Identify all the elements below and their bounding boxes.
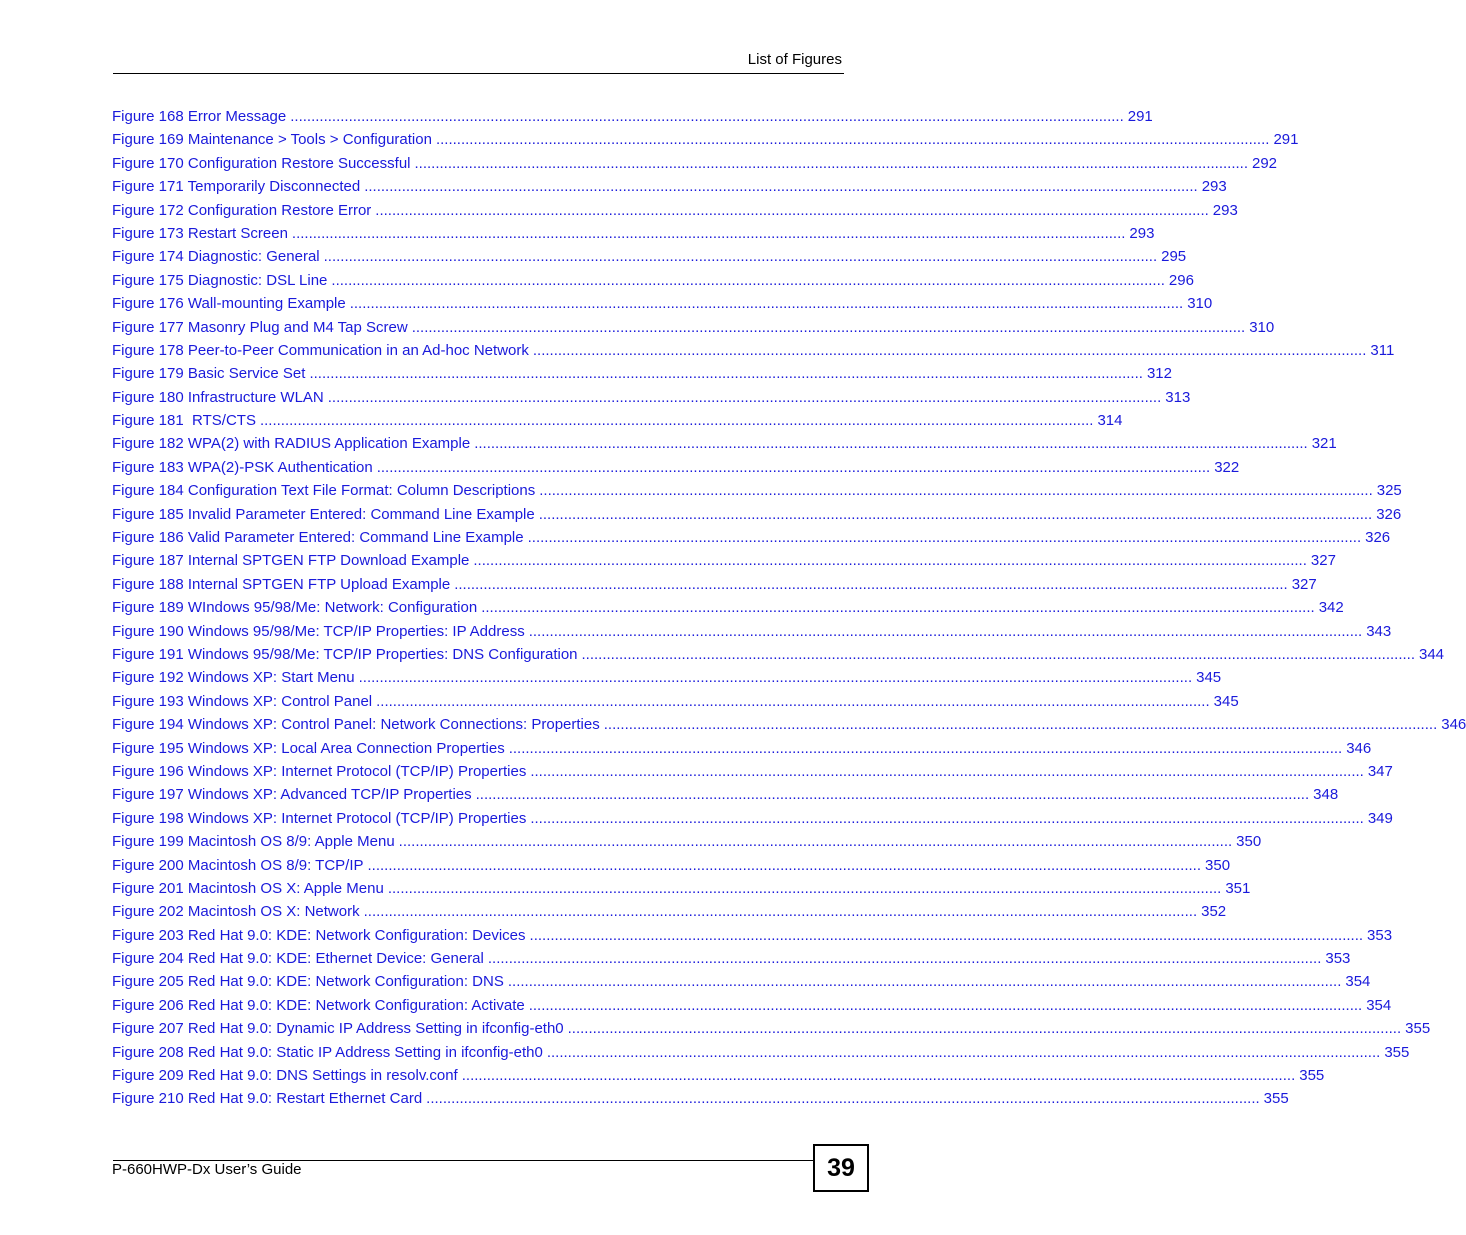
toc-dot-leader: ........................................................................................................................................................................................................ bbox=[364, 178, 1198, 196]
toc-entry-page-number: 296 bbox=[1168, 271, 1194, 289]
toc-entry-label: Figure 203 Red Hat 9.0: KDE: Network Configuration: Devices bbox=[112, 926, 526, 944]
toc-entry-link-35[interactable] bbox=[112, 924, 1393, 947]
toc-entry-label: Figure 168 Error Message bbox=[112, 108, 287, 125]
toc-entry-page-number: 352 bbox=[1201, 903, 1227, 921]
toc-entry-label: Figure 192 Windows XP: Start Menu bbox=[112, 669, 355, 687]
toc-entry-link-18[interactable] bbox=[112, 526, 1391, 549]
toc-dot-leader: ........................................................................................................................................................................................................ bbox=[426, 1090, 1260, 1108]
toc-entry-page-number: 347 bbox=[1367, 762, 1393, 780]
toc-entry-label: Figure 187 Internal SPTGEN FTP Download Example bbox=[112, 552, 470, 570]
toc-entry-link-28[interactable] bbox=[112, 760, 1393, 783]
toc-entry-link-41[interactable] bbox=[112, 1064, 1325, 1087]
toc-entry-link-31[interactable] bbox=[112, 830, 1262, 853]
toc-dot-leader: ........................................................................................................................................................................................................ bbox=[473, 552, 1307, 570]
toc-dot-leader: ........................................................................................................................................................................................................ bbox=[309, 365, 1143, 383]
toc-dot-leader: ........................................................................................................................................................................................................ bbox=[546, 1043, 1381, 1061]
toc-dot-leader: ........................................................................................................................................................................................................ bbox=[411, 318, 1246, 336]
toc-entry-link-24[interactable] bbox=[112, 666, 1222, 689]
toc-dot-leader: ........................................................................................................................................................................................................ bbox=[528, 622, 1363, 640]
toc-entry-page-number: 354 bbox=[1345, 973, 1371, 991]
toc-dot-leader: ........................................................................................................................................................................................................ bbox=[539, 482, 1373, 500]
toc-entry-label: Figure 204 Red Hat 9.0: KDE: Ethernet Device: General bbox=[112, 950, 484, 968]
toc-dot-leader: ........................................................................................................................................................................................................ bbox=[508, 739, 1343, 757]
toc-entry-link-22[interactable] bbox=[112, 620, 1392, 643]
toc-dot-leader: ........................................................................................................................................................................................................ bbox=[375, 201, 1209, 219]
toc-dot-leader: ........................................................................................................................................................................................................ bbox=[387, 879, 1222, 897]
toc-entry-page-number: 344 bbox=[1419, 645, 1445, 663]
toc-entry-label: Figure 178 Peer-to-Peer Communication in an Ad-hoc Network bbox=[112, 341, 529, 359]
toc-dot-leader: ........................................................................................................................................................................................................ bbox=[530, 809, 1364, 827]
toc-entry-link-42[interactable] bbox=[112, 1087, 1289, 1110]
toc-entry-label: Figure 172 Configuration Restore Error bbox=[112, 201, 372, 219]
toc-entry-page-number: 293 bbox=[1129, 224, 1155, 242]
toc-entry-link-16[interactable] bbox=[112, 479, 1402, 502]
toc-entry-label: Figure 177 Masonry Plug and M4 Tap Screw bbox=[112, 318, 408, 336]
toc-entry-page-number: 293 bbox=[1212, 201, 1238, 219]
toc-entry-page-number: 355 bbox=[1405, 1020, 1431, 1038]
toc-entry-label: Figure 181 RTS/CTS bbox=[112, 412, 256, 430]
toc-dot-leader: ........................................................................................................................................................................................................ bbox=[376, 458, 1211, 476]
toc-dot-leader: ........................................................................................................................................................................................................ bbox=[327, 388, 1162, 406]
toc-dot-leader: ........................................................................................................................................................................................................ bbox=[507, 973, 1342, 991]
toc-entry-page-number: 327 bbox=[1291, 575, 1317, 593]
toc-entry-link-23[interactable] bbox=[112, 643, 1445, 666]
toc-entry-page-number: 353 bbox=[1367, 926, 1393, 944]
toc-entry-link-7[interactable] bbox=[112, 269, 1194, 292]
toc-entry-label: Figure 208 Red Hat 9.0: Static IP Address Setting in ifconfig-eth0 bbox=[112, 1043, 543, 1061]
toc-entry-label: Figure 188 Internal SPTGEN FTP Upload Example bbox=[112, 575, 451, 593]
toc-entry-link-10[interactable] bbox=[112, 339, 1395, 362]
toc-dot-leader: ........................................................................................................................................................................................................ bbox=[581, 645, 1415, 663]
toc-entry-page-number: 325 bbox=[1376, 482, 1402, 500]
list-of-figures bbox=[112, 105, 1466, 1111]
toc-entry-page-number: 326 bbox=[1376, 505, 1402, 523]
toc-entry-label: Figure 175 Diagnostic: DSL Line bbox=[112, 271, 328, 289]
toc-dot-leader: ........................................................................................................................................................................................................ bbox=[532, 341, 1367, 359]
toc-entry-label: Figure 173 Restart Screen bbox=[112, 224, 288, 242]
toc-dot-leader: ........................................................................................................................................................................................................ bbox=[528, 996, 1363, 1014]
toc-entry-label: Figure 198 Windows XP: Internet Protocol (TCP/IP) Properties bbox=[112, 809, 527, 827]
toc-entry-link-17[interactable] bbox=[112, 503, 1402, 526]
toc-entry-label: Figure 196 Windows XP: Internet Protocol (TCP/IP) Properties bbox=[112, 762, 527, 780]
toc-entry-link-20[interactable] bbox=[112, 573, 1317, 596]
toc-entry-label: Figure 209 Red Hat 9.0: DNS Settings in resolv.conf bbox=[112, 1067, 458, 1085]
toc-entry-link-38[interactable] bbox=[112, 994, 1392, 1017]
toc-entry-page-number: 353 bbox=[1325, 950, 1351, 968]
toc-entry-link-15[interactable] bbox=[112, 456, 1240, 479]
toc-entry-link-8[interactable] bbox=[112, 292, 1213, 315]
toc-entry-page-number: 321 bbox=[1311, 435, 1337, 453]
toc-entry-link-26[interactable] bbox=[112, 713, 1466, 736]
toc-dot-leader: ........................................................................................................................................................................................................ bbox=[358, 669, 1193, 687]
toc-entry-page-number: 291 bbox=[1273, 131, 1299, 149]
toc-entry-link-4[interactable] bbox=[112, 199, 1238, 222]
toc-entry-label: Figure 185 Invalid Parameter Entered: Command Line Example bbox=[112, 505, 535, 523]
toc-entry-page-number: 310 bbox=[1249, 318, 1275, 336]
running-header-title: List of Figures bbox=[747, 51, 842, 68]
toc-entry-link-40[interactable] bbox=[112, 1041, 1410, 1064]
toc-entry-link-19[interactable] bbox=[112, 549, 1336, 572]
toc-entry-page-number: 345 bbox=[1196, 669, 1222, 687]
toc-entry-label: Figure 193 Windows XP: Control Panel bbox=[112, 692, 373, 710]
toc-dot-leader: ........................................................................................................................................................................................................ bbox=[538, 505, 1373, 523]
toc-dot-leader: ........................................................................................................................................................................................................ bbox=[487, 950, 1322, 968]
toc-dot-leader: ........................................................................................................................................................................................................ bbox=[363, 903, 1198, 921]
toc-entry-page-number: 311 bbox=[1370, 341, 1395, 359]
toc-entry-page-number: 354 bbox=[1366, 996, 1392, 1014]
toc-entry-link-21[interactable] bbox=[112, 596, 1344, 619]
header-divider bbox=[113, 73, 844, 74]
toc-entry-page-number: 351 bbox=[1225, 879, 1251, 897]
toc-entry-link-36[interactable] bbox=[112, 947, 1351, 970]
toc-entry-label: Figure 176 Wall-mounting Example bbox=[112, 295, 346, 313]
toc-entry-page-number: 295 bbox=[1161, 248, 1187, 266]
toc-entry-label: Figure 179 Basic Service Set bbox=[112, 365, 306, 383]
toc-dot-leader: ........................................................................................................................................................................................................ bbox=[454, 575, 1288, 593]
toc-entry-link-2[interactable] bbox=[112, 152, 1278, 175]
toc-entry-label: Figure 200 Macintosh OS 8/9: TCP/IP bbox=[112, 856, 364, 874]
toc-entry-page-number: 346 bbox=[1441, 716, 1466, 734]
toc-entry-link-0[interactable] bbox=[112, 105, 1153, 128]
toc-entry-page-number: 322 bbox=[1214, 458, 1240, 476]
toc-entry-label: Figure 189 WIndows 95/98/Me: Network: Configuration bbox=[112, 599, 478, 617]
toc-entry-page-number: 291 bbox=[1127, 108, 1153, 125]
toc-dot-leader: ........................................................................................................................................................................................................ bbox=[376, 692, 1210, 710]
toc-dot-leader: ........................................................................................................................................................................................................ bbox=[530, 762, 1364, 780]
toc-entry-link-5[interactable] bbox=[112, 222, 1155, 245]
toc-entry-label: Figure 206 Red Hat 9.0: KDE: Network Configuration: Activate bbox=[112, 996, 525, 1014]
toc-dot-leader: ........................................................................................................................................................................................................ bbox=[259, 412, 1094, 430]
toc-entry-label: Figure 182 WPA(2) with RADIUS Application Example bbox=[112, 435, 471, 453]
toc-entry-page-number: 345 bbox=[1213, 692, 1239, 710]
toc-entry-page-number: 310 bbox=[1187, 295, 1213, 313]
toc-entry-link-37[interactable] bbox=[112, 970, 1371, 993]
toc-entry-page-number: 292 bbox=[1252, 154, 1278, 172]
toc-entry-label: Figure 194 Windows XP: Control Panel: Network Connections: Properties bbox=[112, 716, 600, 734]
toc-dot-leader: ........................................................................................................................................................................................................ bbox=[567, 1020, 1402, 1038]
toc-entry-label: Figure 174 Diagnostic: General bbox=[112, 248, 320, 266]
toc-dot-leader: ........................................................................................................................................................................................................ bbox=[414, 154, 1248, 172]
toc-entry-link-33[interactable] bbox=[112, 877, 1251, 900]
toc-entry-label: Figure 186 Valid Parameter Entered: Command Line Example bbox=[112, 529, 524, 547]
toc-entry-link-34[interactable] bbox=[112, 900, 1227, 923]
toc-dot-leader: ........................................................................................................................................................................................................ bbox=[529, 926, 1364, 944]
toc-entry-page-number: 355 bbox=[1299, 1067, 1325, 1085]
toc-entry-label: Figure 201 Macintosh OS X: Apple Menu bbox=[112, 879, 384, 897]
toc-entry-label: Figure 171 Temporarily Disconnected bbox=[112, 178, 361, 196]
toc-dot-leader: ........................................................................................................................................................................................................ bbox=[474, 435, 1308, 453]
toc-entry-link-6[interactable] bbox=[112, 245, 1187, 268]
toc-entry-page-number: 350 bbox=[1205, 856, 1231, 874]
toc-entry-label: Figure 183 WPA(2)-PSK Authentication bbox=[112, 458, 373, 476]
toc-entry-page-number: 327 bbox=[1310, 552, 1336, 570]
toc-entry-label: Figure 197 Windows XP: Advanced TCP/IP Properties bbox=[112, 786, 472, 804]
toc-entry-page-number: 313 bbox=[1165, 388, 1191, 406]
toc-entry-link-29[interactable] bbox=[112, 783, 1339, 806]
toc-entry-link-12[interactable] bbox=[112, 386, 1191, 409]
toc-entry-page-number: 350 bbox=[1236, 833, 1262, 851]
toc-entry-label: Figure 170 Configuration Restore Successful bbox=[112, 154, 411, 172]
toc-entry-page-number: 355 bbox=[1384, 1043, 1410, 1061]
toc-dot-leader: ........................................................................................................................................................................................................ bbox=[349, 295, 1184, 313]
toc-dot-leader: ........................................................................................................................................................................................................ bbox=[290, 108, 1124, 125]
toc-entry-label: Figure 205 Red Hat 9.0: KDE: Network Configuration: DNS bbox=[112, 973, 504, 991]
toc-dot-leader: ........................................................................................................................................................................................................ bbox=[331, 271, 1165, 289]
toc-dot-leader: ........................................................................................................................................................................................................ bbox=[367, 856, 1202, 874]
toc-entry-page-number: 293 bbox=[1201, 178, 1227, 196]
page-number: 39 bbox=[813, 1144, 869, 1192]
toc-entry-page-number: 349 bbox=[1367, 809, 1393, 827]
toc-entry-link-3[interactable] bbox=[112, 175, 1227, 198]
toc-dot-leader: ........................................................................................................................................................................................................ bbox=[461, 1067, 1296, 1085]
toc-entry-page-number: 326 bbox=[1365, 529, 1391, 547]
toc-entry-link-30[interactable] bbox=[112, 807, 1393, 830]
toc-entry-label: Figure 180 Infrastructure WLAN bbox=[112, 388, 324, 406]
toc-entry-link-11[interactable] bbox=[112, 362, 1172, 385]
toc-entry-label: Figure 199 Macintosh OS 8/9: Apple Menu bbox=[112, 833, 395, 851]
toc-entry-link-14[interactable] bbox=[112, 432, 1337, 455]
toc-entry-label: Figure 191 Windows 95/98/Me: TCP/IP Properties: DNS Configuration bbox=[112, 645, 578, 663]
toc-entry-page-number: 342 bbox=[1318, 599, 1344, 617]
toc-entry-link-27[interactable] bbox=[112, 737, 1372, 760]
toc-entry-link-13[interactable] bbox=[112, 409, 1123, 432]
toc-entry-label: Figure 210 Red Hat 9.0: Restart Ethernet Card bbox=[112, 1090, 423, 1108]
toc-dot-leader: ........................................................................................................................................................................................................ bbox=[527, 529, 1362, 547]
toc-dot-leader: ........................................................................................................................................................................................................ bbox=[291, 224, 1126, 242]
toc-entry-page-number: 314 bbox=[1097, 412, 1123, 430]
toc-entry-link-25[interactable] bbox=[112, 690, 1239, 713]
toc-entry-label: Figure 169 Maintenance > Tools > Configuration bbox=[112, 131, 432, 149]
toc-entry-label: Figure 202 Macintosh OS X: Network bbox=[112, 903, 360, 921]
toc-entry-page-number: 346 bbox=[1346, 739, 1372, 757]
toc-dot-leader: ........................................................................................................................................................................................................ bbox=[435, 131, 1270, 149]
toc-dot-leader: ........................................................................................................................................................................................................ bbox=[323, 248, 1158, 266]
footer-guide-title: P-660HWP-Dx User’s Guide bbox=[112, 1161, 302, 1178]
toc-dot-leader: ........................................................................................................................................................................................................ bbox=[398, 833, 1233, 851]
toc-entry-link-9[interactable] bbox=[112, 316, 1275, 339]
toc-dot-leader: ........................................................................................................................................................................................................ bbox=[481, 599, 1315, 617]
toc-entry-page-number: 312 bbox=[1146, 365, 1172, 383]
toc-entry-page-number: 355 bbox=[1263, 1090, 1289, 1108]
toc-entry-page-number: 348 bbox=[1313, 786, 1339, 804]
toc-dot-leader: ........................................................................................................................................................................................................ bbox=[603, 716, 1438, 734]
toc-entry-page-number: 343 bbox=[1366, 622, 1392, 640]
toc-entry-label: Figure 184 Configuration Text File Format: Column Descriptions bbox=[112, 482, 536, 500]
toc-entry-label: Figure 190 Windows 95/98/Me: TCP/IP Properties: IP Address bbox=[112, 622, 525, 640]
toc-entry-label: Figure 207 Red Hat 9.0: Dynamic IP Address Setting in ifconfig-eth0 bbox=[112, 1020, 564, 1038]
toc-entry-label: Figure 195 Windows XP: Local Area Connection Properties bbox=[112, 739, 505, 757]
toc-entry-link-32[interactable] bbox=[112, 854, 1231, 877]
toc-dot-leader: ........................................................................................................................................................................................................ bbox=[475, 786, 1310, 804]
toc-entry-link-1[interactable] bbox=[112, 128, 1299, 151]
toc-entry-link-39[interactable] bbox=[112, 1017, 1431, 1040]
